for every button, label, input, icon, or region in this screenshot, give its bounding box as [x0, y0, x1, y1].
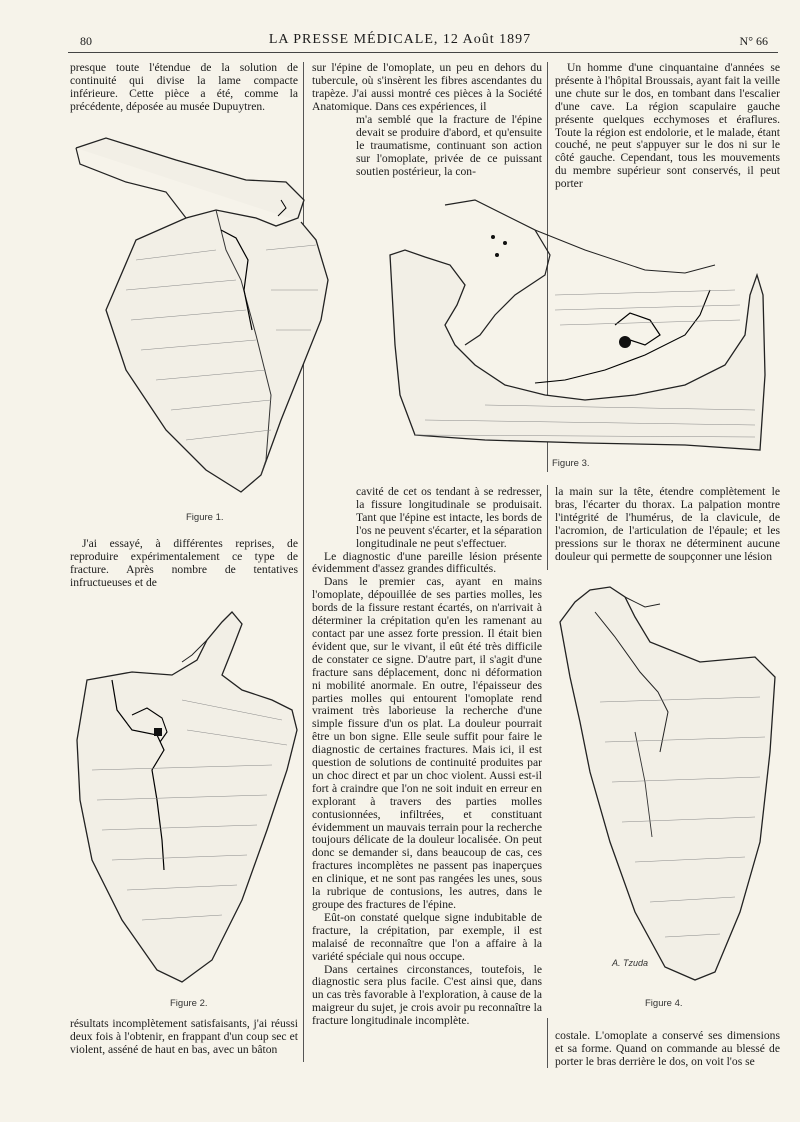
col2-body-text [312, 486, 542, 1028]
paragraph: Un homme d'une cinquantaine d'années se présente à l'hôpital Broussais, ayant fait la veille une chute sur le dos, en tombant dans l'escalier d'une cave. La région scapulaire gauche présente quelques ecchymoses et éraflures. Toute la région est endolorie, et le malade, étant couché, ne peut s'appuyer sur le dos ni sur le côté gauche. Cependant, tous les mouvements du membre supérieur sont conservés, il peut porter [555, 61, 780, 191]
paragraph: m'a semblé que la fracture de l'épine devait se produire d'abord, et qu'ensuite le traumatisme, continuant son action sur l'omoplate, privée de ce puissant soutien postérieur, la con- [356, 113, 542, 178]
paragraph: Eût-on constaté quelque signe indubitable de fracture, la crépitation, par exemple, il est malaisé de reconnaître que l'on a affaire à la variété spéciale qui nous occupe. [312, 910, 542, 963]
paragraph: presque toute l'étendue de la solution de continuité qui divise la lame compacte inférieure. Cette pièce a été, comme la précédente, déposée au musée Dupuytren. [70, 61, 298, 113]
paragraph: résultats incomplètement satisfaisants, j'ai réussi deux fois à l'obtenir, en frappant d'un coup sec et violent, asséné de haut en bas, avec un bâton [70, 1017, 298, 1056]
scapula-illustration-3 [385, 195, 770, 455]
col2-top-text-b [356, 114, 542, 179]
column-divider-right-bottom [547, 1018, 548, 1068]
paragraph: Le diagnostic d'une pareille lésion présente évidemment d'assez grandes difficultés. [312, 549, 542, 576]
scapula-illustration-2 [72, 600, 302, 990]
col3-top-text [555, 62, 780, 191]
col1-top-text [70, 62, 298, 114]
figure-2 [72, 600, 302, 990]
figure-2-caption: Figure 2. [170, 998, 208, 1009]
paragraph: cavité de cet os tendant à se redresser, la fissure longitudinale se produisait. Tant que l'épine est intacte, les bords de l'os ne peuvent s'écarter, et la séparation longitudinale ne peut s'effectuer. [356, 485, 542, 550]
figure-3 [385, 195, 770, 455]
col3-bottom-text [555, 1030, 780, 1069]
col3-mid-text [555, 486, 780, 563]
page-number: 80 [80, 34, 92, 48]
paragraph: Dans certaines circonstances, toutefois, le diagnostic sera plus facile. C'est ainsi que, dans un cas très favorable à l'exploration, à cause de la maigreur du sujet, je crois avoir pu reconnaître la fracture longitudinale incomplète. [312, 962, 542, 1028]
column-divider-right-mid [547, 485, 548, 570]
col2-top-text-a [312, 62, 542, 114]
page-header [0, 28, 800, 50]
paragraph: la main sur la tête, étendre complètement le bras, l'écarter du thorax. La palpation montre l'intégrité de l'humérus, de la clavicule, de l'acromion, de l'articulation de l'épaule; et les pressions sur le thorax ne déterminent aucune douleur qui permette de soupçonner une lésion [555, 485, 780, 563]
journal-title: LA PRESSE MÉDICALE, 12 Août 1897 [268, 32, 532, 47]
figure-3-caption: Figure 3. [552, 458, 590, 469]
figure-1 [66, 130, 336, 515]
col1-bottom-text [70, 1018, 298, 1057]
paragraph: sur l'épine de l'omoplate, un peu en dehors du tubercule, où s'insèrent les fibres ascendantes du trapèze. J'ai aussi montré ces pièces à la Société Anatomique. Dans ces expériences, il [312, 61, 542, 113]
engraver-signature: A. Tzuda [612, 958, 649, 968]
figure-4 [540, 582, 790, 992]
paragraph: J'ai essayé, à différentes reprises, de reproduire expérimentalement ce type de fracture. Après nombre de tentatives infructueuses et de [70, 537, 298, 589]
figure-1-caption: Figure 1. [186, 512, 224, 523]
paragraph: Dans le premier cas, ayant en mains l'omoplate, dépouillée de ses parties molles, les bords de la fissure restant écartés, on n'arrivait à déterminer la crépitation qu'en les ramenant au contact par une assez forte pression. Il était bien évident que, sur le vivant, il eût été très difficile de constater ce signe. D'autre part, il s'agit d'une fracture sans déplacement, donc ni déformation ni mobilité anormale. En outre, l'épaisseur des parties molles qui entourent l'omoplate rend vraiment très laborieuse la recherche d'une simple fissure d'un os plat. La douleur pourrait être un bon signe. Elle seule suffit pour faire le diagnostic de certaines fractures. Mais ici, il est question de solutions de continuité produites par un choc direct et par un choc violent. Aussi est-il fort à craindre que l'on ne soit induit en erreur en explorant à travers des parties molles contusionnées, infiltrées, et constituant évidemment un mauvais terrain pour la recherche toujours délicate de la douleur localisée. On peut donc se demander si, dans beaucoup de cas, ces fractures incomplètes ne passent pas inaperçues en clinique, et ne sont pas rangées les unes, sous la rubrique de contusions, les autres, dans le groupe des fractures de l'épine. [312, 575, 542, 911]
figure-4-caption: Figure 4. [645, 998, 683, 1009]
paragraph: costale. L'omoplate a conservé ses dimensions et sa forme. Quand on commande au blessé de porter le bras derrière le dos, on voit l'os se [555, 1029, 780, 1068]
col1-mid-text [70, 538, 298, 590]
scapula-illustration-1 [66, 130, 336, 515]
scapula-illustration-4 [540, 582, 790, 992]
header-rule [68, 52, 778, 53]
issue-number: N° 66 [739, 34, 768, 48]
